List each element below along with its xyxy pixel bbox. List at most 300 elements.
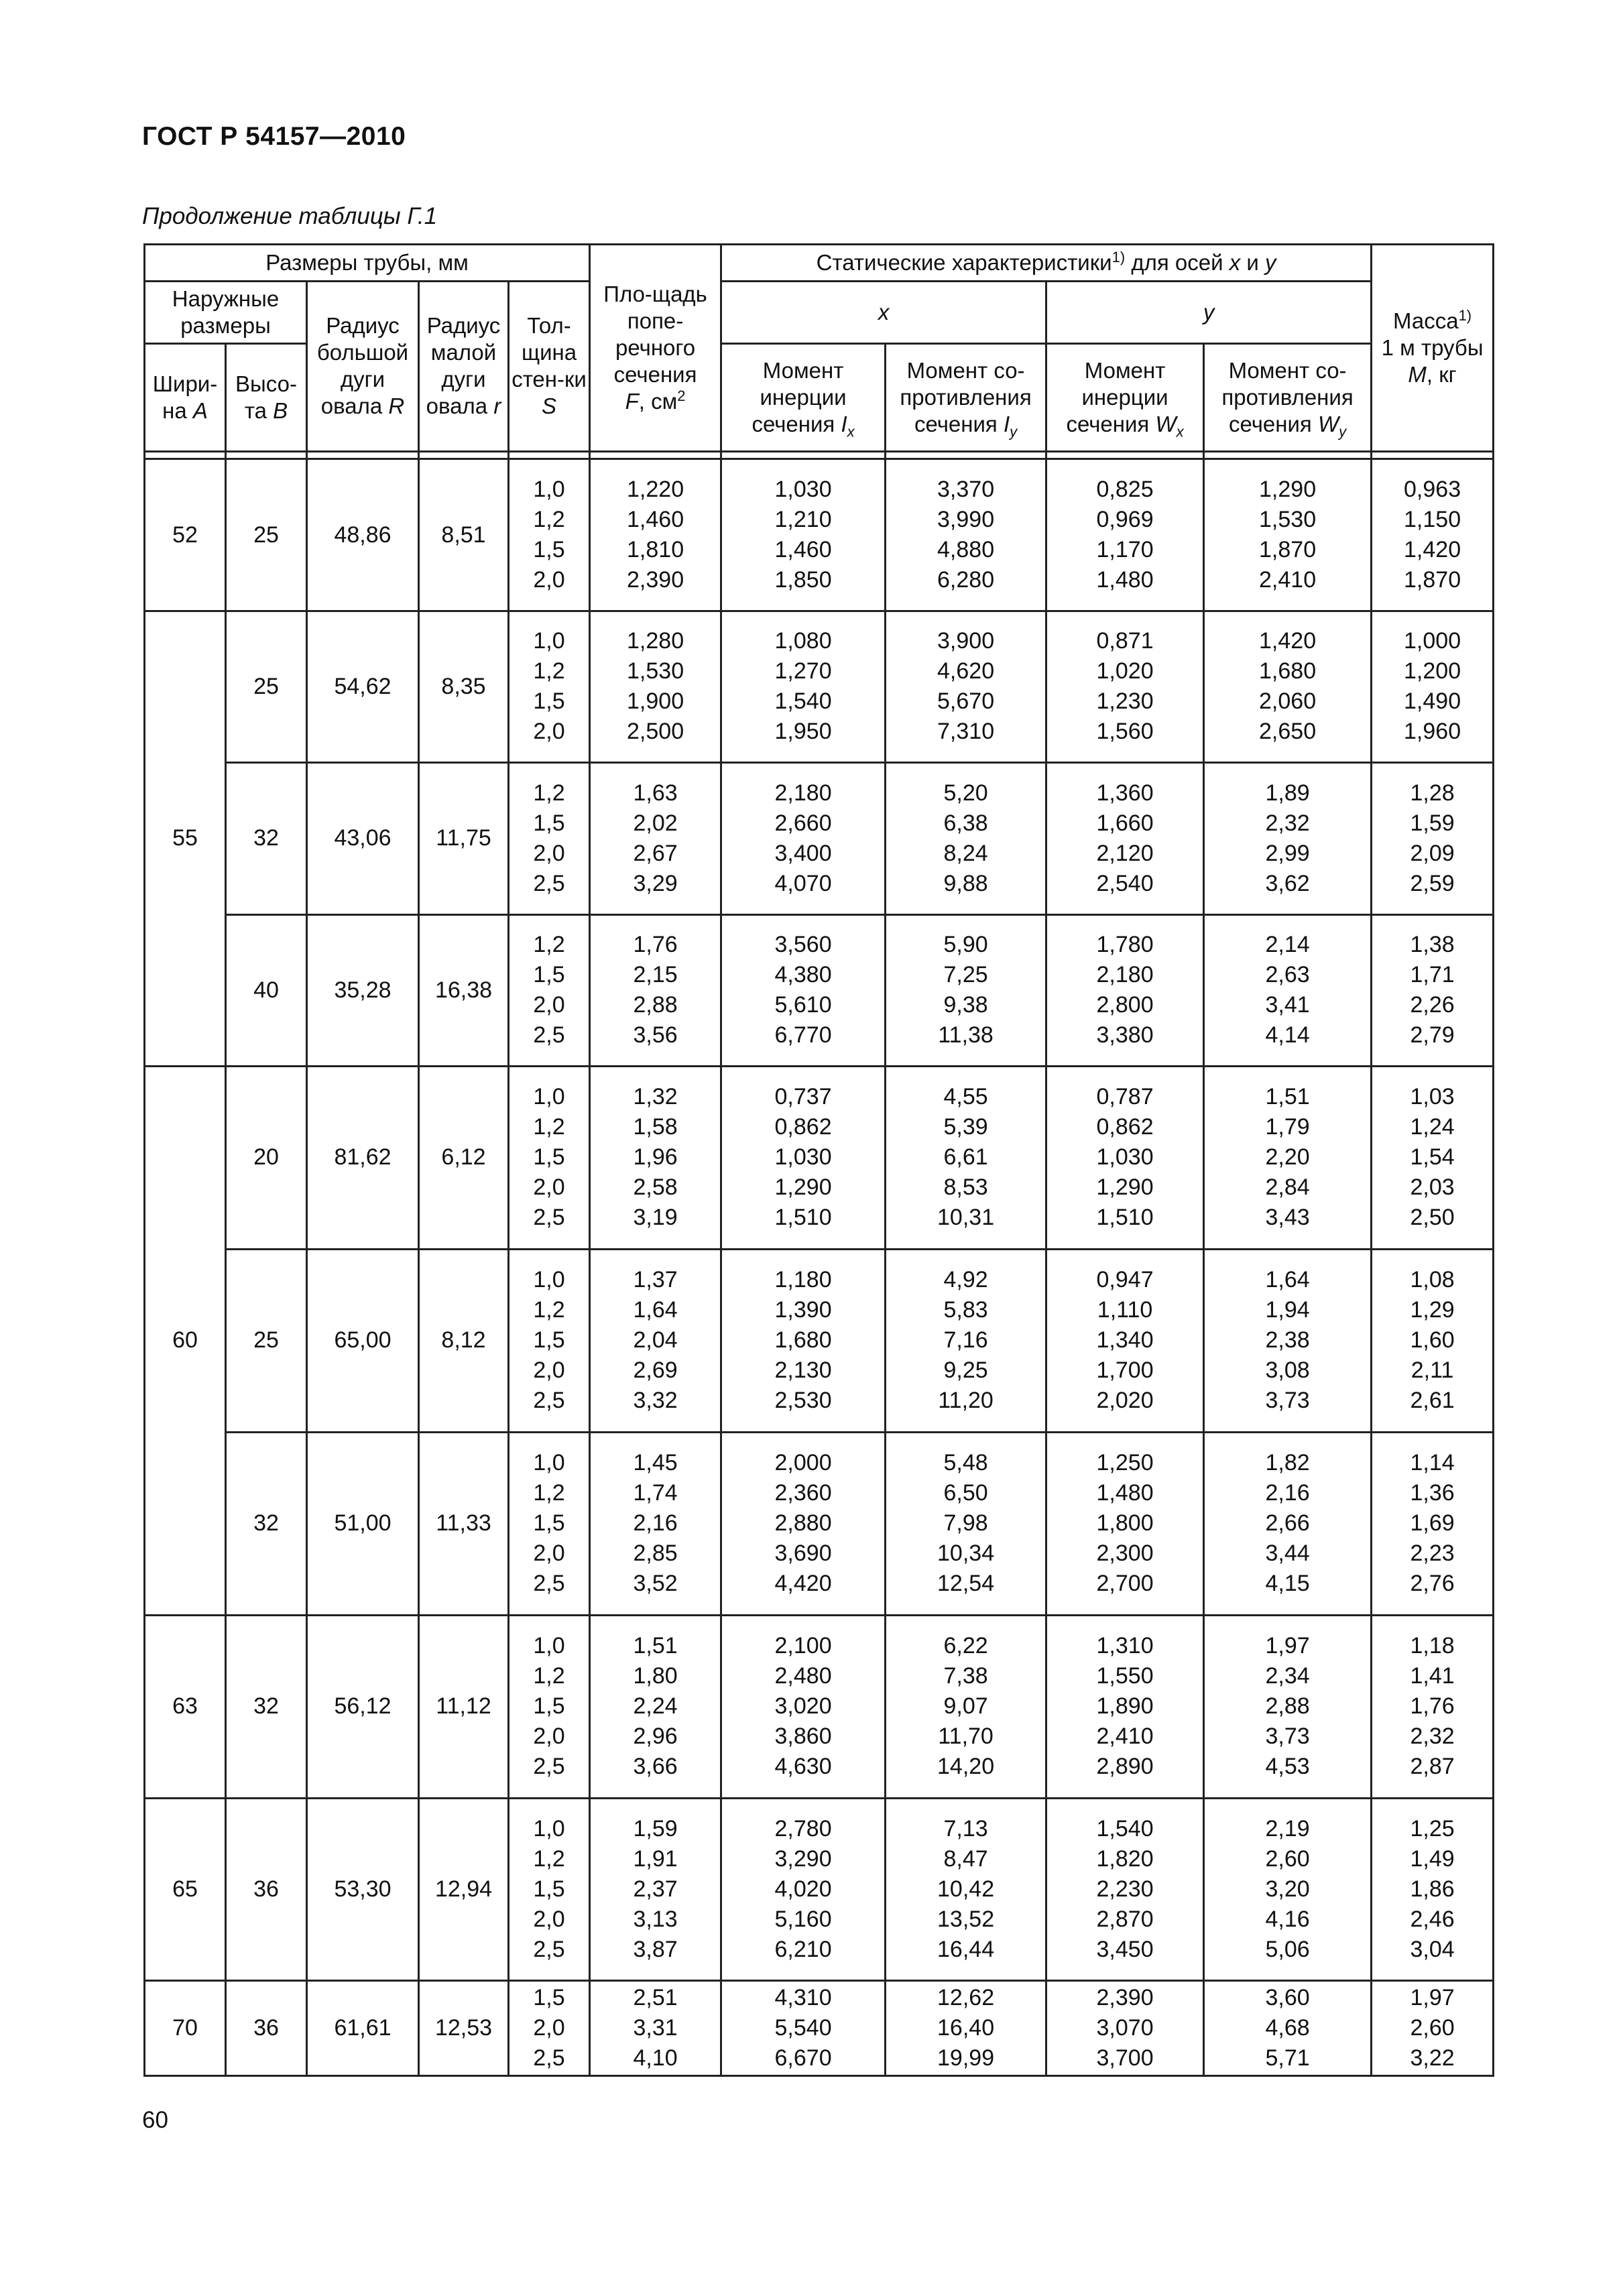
header-radius-small-symbol: r [493, 394, 501, 419]
value-stack [1047, 1814, 1203, 1965]
value-wx: 1,550 [1096, 1663, 1154, 1689]
value-wx: 2,410 [1096, 1724, 1154, 1750]
value-s: 1,5 [533, 1327, 565, 1353]
value-stack [591, 930, 720, 1050]
value-iy: 11,70 [938, 1724, 994, 1750]
value-iy: 4,620 [937, 658, 995, 684]
value-f: 1,32 [633, 1084, 678, 1110]
value-f: 3,31 [633, 2015, 678, 2041]
value-ix: 2,360 [774, 1480, 832, 1506]
value-ix: 1,950 [774, 719, 832, 745]
header-resist-y [1204, 343, 1372, 452]
cell-ix [721, 611, 886, 762]
value-ix: 4,310 [774, 1985, 832, 2011]
value-s: 1,0 [533, 628, 565, 654]
value-f: 1,810 [627, 537, 684, 563]
value-f: 2,500 [627, 719, 684, 745]
value-iy: 6,280 [937, 567, 995, 593]
value-f: 1,59 [633, 1815, 678, 1841]
cell-radius-small: 11,12 [419, 1615, 509, 1798]
value-f: 2,16 [633, 1510, 678, 1536]
table-row [145, 1432, 1494, 1615]
value-m: 1,60 [1410, 1327, 1455, 1353]
value-m: 1,24 [1410, 1114, 1455, 1140]
value-s: 1,5 [533, 1876, 565, 1902]
value-s: 1,2 [533, 1297, 565, 1323]
value-ix: 3,860 [774, 1724, 832, 1750]
value-m: 1,14 [1410, 1450, 1455, 1476]
value-stack [1047, 1983, 1203, 2073]
cell-radius-big: 61,61 [307, 1981, 419, 2076]
header-resist-x [886, 343, 1046, 452]
value-iy: 11,20 [938, 1388, 994, 1414]
value-wy: 4,16 [1265, 1906, 1310, 1932]
cell-wx [1046, 914, 1204, 1066]
value-wx: 1,560 [1096, 719, 1154, 745]
value-wy: 3,43 [1265, 1205, 1310, 1231]
value-wx: 1,340 [1096, 1327, 1154, 1353]
header-radius-small-label: Радиус малой дуги овала [426, 313, 501, 419]
header-height-b-symbol: B [273, 398, 288, 423]
header-radius-small [419, 281, 509, 452]
value-stack [509, 1814, 589, 1965]
value-s: 1,5 [533, 962, 565, 988]
value-iy: 4,55 [943, 1084, 988, 1110]
cell-f [590, 459, 721, 611]
value-m: 1,28 [1410, 780, 1455, 806]
value-stack [1205, 475, 1370, 595]
value-wx: 3,070 [1096, 2015, 1154, 2041]
value-wx: 1,890 [1096, 1693, 1154, 1719]
header-mass-unit: , кг [1426, 362, 1457, 387]
cell-radius-small: 11,75 [419, 763, 509, 914]
cell-radius-big: 43,06 [307, 763, 419, 914]
cell-radius-small: 8,51 [419, 459, 509, 611]
value-stack [1047, 930, 1203, 1050]
value-iy: 7,25 [943, 962, 988, 988]
cell-iy [886, 611, 1046, 762]
value-ix: 1,460 [774, 537, 832, 563]
value-wy: 3,73 [1265, 1388, 1310, 1414]
cell-wx [1046, 1615, 1204, 1798]
value-ix: 1,030 [774, 477, 832, 503]
value-f: 1,530 [627, 658, 684, 684]
value-m: 1,08 [1410, 1267, 1455, 1293]
value-wy: 1,82 [1265, 1450, 1310, 1476]
value-wx: 2,300 [1096, 1540, 1154, 1567]
value-stack [886, 1265, 1045, 1416]
cell-height-b: 40 [226, 914, 307, 1066]
value-stack [886, 778, 1045, 899]
value-stack [1372, 626, 1492, 747]
value-iy: 7,310 [937, 719, 995, 745]
value-ix: 2,780 [774, 1815, 832, 1841]
value-stack [1372, 930, 1492, 1050]
value-ix: 6,670 [774, 2045, 832, 2071]
value-ix: 4,070 [774, 870, 832, 896]
cell-f [590, 1249, 721, 1432]
value-wy: 2,16 [1265, 1480, 1310, 1506]
value-ix: 5,610 [774, 992, 832, 1018]
header-static-label: Статические характеристики [816, 249, 1112, 275]
cell-wy [1204, 611, 1372, 762]
cell-iy [886, 1432, 1046, 1615]
value-stack [1047, 1448, 1203, 1599]
value-iy: 9,25 [943, 1357, 988, 1384]
table-body [145, 245, 1494, 2076]
value-stack [591, 1814, 720, 1965]
header-area-sup: 2 [677, 387, 686, 405]
value-m: 1,870 [1404, 567, 1461, 593]
value-s: 1,0 [533, 1815, 565, 1841]
value-iy: 5,670 [937, 688, 995, 715]
value-m: 1,49 [1410, 1846, 1455, 1872]
value-wy: 2,14 [1265, 932, 1310, 958]
value-ix: 6,210 [774, 1936, 832, 1962]
value-s: 1,0 [533, 1450, 565, 1476]
value-stack [1372, 1082, 1492, 1233]
value-f: 1,900 [627, 688, 684, 715]
value-wy: 3,60 [1265, 1985, 1310, 2011]
header-outer-dims: Наружные размеры [145, 281, 307, 343]
header-width-a-label: Шири-на [152, 371, 218, 423]
value-ix: 3,020 [774, 1693, 832, 1719]
value-iy: 3,990 [937, 507, 995, 533]
cell-m [1372, 1615, 1494, 1798]
cell-radius-big: 81,62 [307, 1066, 419, 1249]
header-resist-x-sub: y [1010, 423, 1018, 440]
cell-radius-big: 65,00 [307, 1249, 419, 1432]
header-resist-y-sub: y [1339, 423, 1347, 440]
value-wy: 2,20 [1265, 1144, 1310, 1170]
value-s: 2,0 [533, 1540, 565, 1567]
cell-radius-small: 16,38 [419, 914, 509, 1066]
value-wy: 5,71 [1265, 2045, 1310, 2071]
cell-m [1372, 1249, 1494, 1432]
cell-ix [721, 1432, 886, 1615]
value-m: 1,97 [1410, 1985, 1455, 2011]
value-iy: 10,31 [937, 1205, 995, 1231]
value-m: 1,59 [1410, 810, 1455, 836]
cell-wx [1046, 1981, 1204, 2076]
value-wy: 1,870 [1259, 537, 1317, 563]
cell-wx [1046, 1066, 1204, 1249]
value-wx: 2,120 [1096, 840, 1154, 866]
value-f: 2,88 [633, 992, 678, 1018]
cell-ix [721, 1981, 886, 2076]
value-wx: 1,170 [1096, 537, 1154, 563]
header-static-tail: для осей [1125, 249, 1223, 275]
value-iy: 8,53 [943, 1174, 988, 1201]
value-stack [886, 475, 1045, 595]
value-wx: 0,969 [1096, 507, 1154, 533]
value-f: 1,91 [633, 1846, 678, 1872]
cell-ix [721, 459, 886, 611]
cell-height-b: 20 [226, 1066, 307, 1249]
value-stack [591, 1631, 720, 1782]
value-wy: 1,530 [1259, 507, 1317, 533]
header-area-label: Пло-щадь попе-речного сечения [603, 282, 707, 387]
value-iy: 6,38 [943, 810, 988, 836]
cell-width-a: 52 [145, 459, 226, 611]
value-s: 2,5 [533, 1205, 565, 1231]
value-m: 3,22 [1410, 2045, 1455, 2071]
value-wy: 2,32 [1265, 810, 1310, 836]
value-wx: 1,700 [1096, 1357, 1154, 1384]
value-f: 2,02 [633, 810, 678, 836]
value-wx: 3,700 [1096, 2045, 1154, 2071]
value-stack [1205, 930, 1370, 1050]
value-f: 1,37 [633, 1267, 678, 1293]
value-f: 1,80 [633, 1663, 678, 1689]
cell-radius-small: 6,12 [419, 1066, 509, 1249]
header-mass-symbol: M [1408, 362, 1427, 387]
cell-radius-big: 53,30 [307, 1798, 419, 1981]
value-s: 1,2 [533, 1114, 565, 1140]
value-f: 3,52 [633, 1571, 678, 1597]
value-stack [1372, 1814, 1492, 1965]
cell-wx [1046, 1798, 1204, 1981]
value-stack [591, 475, 720, 595]
value-ix: 1,680 [774, 1327, 832, 1353]
cell-ix [721, 1249, 886, 1432]
cell-height-b: 25 [226, 1249, 307, 1432]
cell-wy [1204, 1615, 1372, 1798]
value-iy: 19,99 [937, 2045, 995, 2071]
header-inertia-x [721, 343, 886, 452]
cell-s [509, 914, 590, 1066]
page-number: 60 [142, 2107, 168, 2133]
value-iy: 12,54 [937, 1571, 995, 1597]
cell-radius-big: 56,12 [307, 1615, 419, 1798]
value-wy: 2,88 [1265, 1693, 1310, 1719]
value-s: 2,5 [533, 870, 565, 896]
value-stack [509, 1631, 589, 1782]
value-ix: 5,540 [774, 2015, 832, 2041]
value-wx: 1,030 [1096, 1144, 1154, 1170]
cell-iy [886, 763, 1046, 914]
header-inertia-y-sub: x [1176, 423, 1184, 440]
table-row [145, 914, 1494, 1066]
table-row [145, 1615, 1494, 1798]
value-wx: 1,820 [1096, 1846, 1154, 1872]
cell-iy [886, 459, 1046, 611]
value-wx: 2,180 [1096, 962, 1154, 988]
value-f: 1,76 [633, 932, 678, 958]
cell-s [509, 1432, 590, 1615]
value-stack [509, 1265, 589, 1416]
value-ix: 1,270 [774, 658, 832, 684]
value-ix: 5,160 [774, 1906, 832, 1932]
value-f: 1,220 [627, 477, 684, 503]
value-wy: 1,290 [1259, 477, 1317, 503]
value-stack [1205, 778, 1370, 899]
cell-s [509, 459, 590, 611]
value-m: 1,03 [1410, 1084, 1455, 1110]
value-stack [509, 475, 589, 595]
value-s: 1,5 [533, 688, 565, 715]
value-wx: 1,290 [1096, 1174, 1154, 1201]
value-wy: 2,60 [1265, 1846, 1310, 1872]
value-f: 2,37 [633, 1876, 678, 1902]
value-iy: 5,39 [943, 1114, 988, 1140]
header-width-a [145, 343, 226, 452]
cell-wy [1204, 914, 1372, 1066]
value-stack [722, 930, 884, 1050]
value-stack [1372, 1265, 1492, 1416]
cell-iy [886, 1981, 1046, 2076]
cell-wy [1204, 1981, 1372, 2076]
value-ix: 3,290 [774, 1846, 832, 1872]
header-axis-x: x [1229, 249, 1241, 275]
value-wx: 2,870 [1096, 1906, 1154, 1932]
value-wx: 3,450 [1096, 1936, 1154, 1962]
value-stack [1205, 1631, 1370, 1782]
value-iy: 7,38 [943, 1663, 988, 1689]
cell-height-b: 36 [226, 1981, 307, 2076]
value-iy: 3,900 [937, 628, 995, 654]
cell-f [590, 1981, 721, 2076]
value-wy: 3,73 [1265, 1724, 1310, 1750]
header-thickness [509, 281, 590, 452]
value-f: 2,390 [627, 567, 684, 593]
value-wx: 1,540 [1096, 1815, 1154, 1841]
value-m: 2,46 [1410, 1906, 1455, 1932]
cell-radius-big: 35,28 [307, 914, 419, 1066]
value-stack [1047, 778, 1203, 899]
value-stack [722, 1814, 884, 1965]
cell-m [1372, 1798, 1494, 1981]
value-wy: 4,68 [1265, 2015, 1310, 2041]
value-f: 2,69 [633, 1357, 678, 1384]
cell-ix [721, 763, 886, 914]
value-f: 3,32 [633, 1388, 678, 1414]
cell-height-b: 32 [226, 763, 307, 914]
pipe-properties-table [143, 243, 1494, 2077]
header-height-b [226, 343, 307, 452]
value-m: 1,18 [1410, 1633, 1455, 1659]
value-stack [1372, 1983, 1492, 2073]
cell-m [1372, 763, 1494, 914]
header-radius-big-label: Радиус большой дуги овала [316, 313, 409, 419]
value-s: 2,0 [533, 567, 565, 593]
value-ix: 0,737 [774, 1084, 832, 1110]
cell-m [1372, 1066, 1494, 1249]
value-s: 2,5 [533, 2045, 565, 2071]
value-stack [1047, 1082, 1203, 1233]
value-f: 2,24 [633, 1693, 678, 1719]
value-s: 1,5 [533, 1693, 565, 1719]
document-title: ГОСТ Р 54157—2010 [142, 122, 406, 151]
table-row [145, 1981, 1494, 2076]
value-stack [1205, 1814, 1370, 1965]
value-s: 2,0 [533, 719, 565, 745]
cell-iy [886, 1798, 1046, 1981]
value-wx: 0,947 [1096, 1267, 1154, 1293]
value-stack [722, 626, 884, 747]
value-iy: 3,370 [937, 477, 995, 503]
value-m: 0,963 [1404, 477, 1461, 503]
value-stack [1372, 1631, 1492, 1782]
value-f: 2,15 [633, 962, 678, 988]
value-iy: 16,44 [937, 1936, 995, 1962]
cell-f [590, 1615, 721, 1798]
header-static [721, 245, 1372, 282]
value-m: 2,50 [1410, 1205, 1455, 1231]
value-wx: 1,660 [1096, 810, 1154, 836]
value-m: 1,36 [1410, 1480, 1455, 1506]
value-stack [1372, 475, 1492, 595]
value-f: 2,96 [633, 1724, 678, 1750]
value-wx: 1,780 [1096, 932, 1154, 958]
header-static-sup: 1) [1111, 248, 1126, 265]
value-stack [591, 1983, 720, 2073]
cell-wx [1046, 1249, 1204, 1432]
cell-m [1372, 914, 1494, 1066]
value-wx: 0,787 [1096, 1084, 1154, 1110]
value-s: 2,5 [533, 1388, 565, 1414]
value-stack [591, 1265, 720, 1416]
cell-m [1372, 459, 1494, 611]
value-wy: 2,060 [1259, 688, 1317, 715]
value-s: 1,0 [533, 1084, 565, 1110]
value-stack [509, 778, 589, 899]
value-wx: 3,380 [1096, 1022, 1154, 1048]
value-ix: 1,080 [774, 628, 832, 654]
value-iy: 7,98 [943, 1510, 988, 1536]
value-m: 1,150 [1404, 507, 1461, 533]
value-f: 3,87 [633, 1936, 678, 1962]
cell-m [1372, 1981, 1494, 2076]
value-m: 1,000 [1404, 628, 1461, 654]
header-resist-x-symbol: I [1003, 411, 1010, 436]
value-s: 1,2 [533, 1846, 565, 1872]
value-f: 3,19 [633, 1205, 678, 1231]
value-wx: 1,800 [1096, 1510, 1154, 1536]
value-s: 1,0 [533, 1633, 565, 1659]
header-inertia-x-label: Момент инерции сечения [752, 357, 847, 436]
value-f: 3,13 [633, 1906, 678, 1932]
value-ix: 2,180 [774, 780, 832, 806]
cell-width-a: 70 [145, 1981, 226, 2076]
value-s: 2,5 [533, 1936, 565, 1962]
table-caption: Продолжение таблицы Г.1 [142, 203, 438, 229]
value-wy: 1,51 [1265, 1084, 1310, 1110]
cell-m [1372, 611, 1494, 762]
cell-s [509, 763, 590, 914]
value-s: 1,5 [533, 1510, 565, 1536]
value-wy: 2,84 [1265, 1174, 1310, 1201]
header-inertia-x-sub: x [847, 423, 855, 440]
header-height-b-label: Высо-та [235, 371, 297, 423]
value-m: 1,86 [1410, 1876, 1455, 1902]
cell-iy [886, 1249, 1046, 1432]
table-row [145, 1798, 1494, 1981]
value-wx: 2,700 [1096, 1571, 1154, 1597]
value-ix: 4,420 [774, 1571, 832, 1597]
cell-height-b: 32 [226, 1432, 307, 1615]
value-m: 1,71 [1410, 962, 1455, 988]
cell-width-a: 63 [145, 1615, 226, 1798]
value-wx: 1,230 [1096, 688, 1154, 715]
table-row [145, 763, 1494, 914]
cell-radius-big: 51,00 [307, 1432, 419, 1615]
value-f: 2,58 [633, 1174, 678, 1201]
value-iy: 12,62 [937, 1985, 995, 2011]
value-wy: 2,650 [1259, 719, 1317, 745]
value-wx: 1,110 [1097, 1297, 1153, 1323]
cell-wy [1204, 1798, 1372, 1981]
